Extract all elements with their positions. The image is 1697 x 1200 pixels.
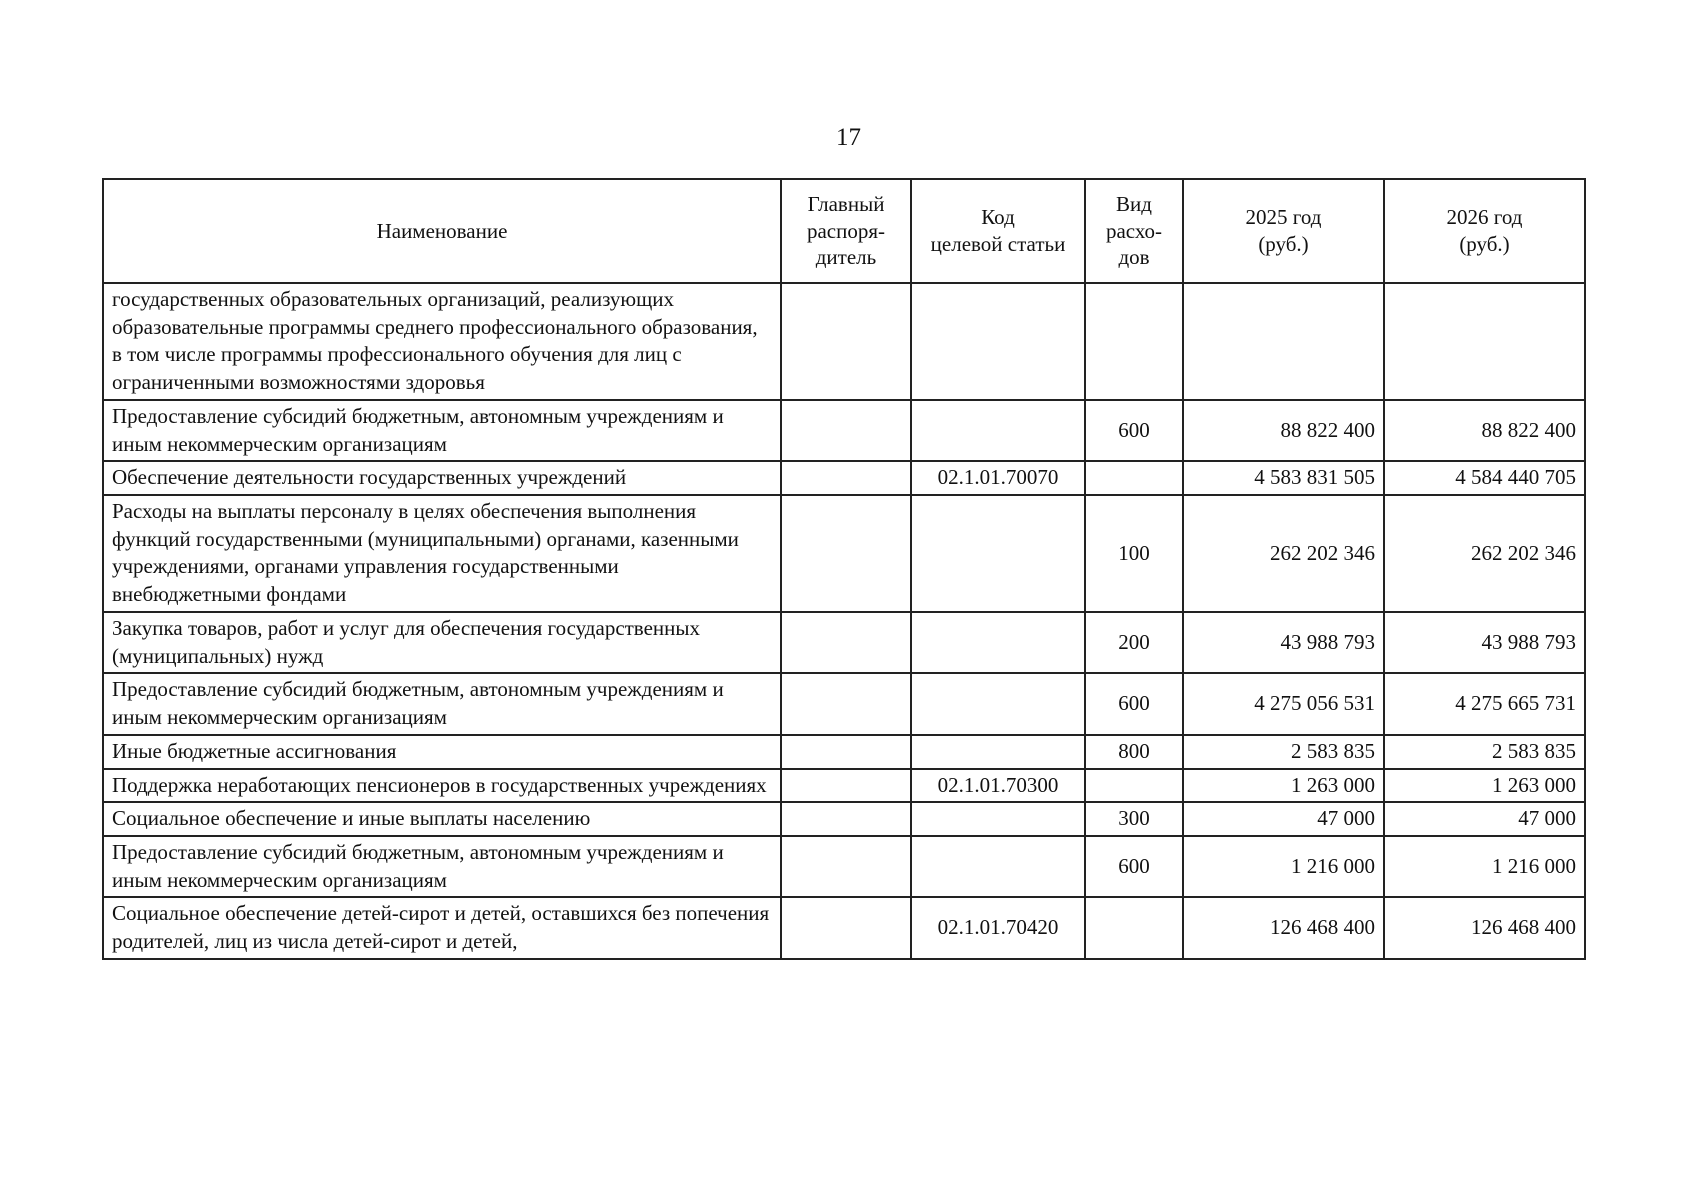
row-name: Обеспечение деятельности государственных учреждений xyxy=(103,461,781,495)
row-type xyxy=(1085,461,1183,495)
table-row xyxy=(103,612,1585,673)
page-number: 17 xyxy=(836,124,861,151)
row-amount-2025: 43 988 793 xyxy=(1183,612,1384,673)
row-amount-2026: 47 000 xyxy=(1384,802,1585,836)
row-amount-2026: 126 468 400 xyxy=(1384,897,1585,958)
table-row xyxy=(103,461,1585,495)
table-row xyxy=(103,673,1585,734)
header-admin xyxy=(781,179,911,283)
row-amount-2026: 2 583 835 xyxy=(1384,735,1585,769)
header-2026 xyxy=(1384,179,1585,283)
header-type-line: Вид xyxy=(1116,191,1152,216)
table-row xyxy=(103,283,1585,400)
row-amount-2025: 1 263 000 xyxy=(1183,769,1384,803)
row-code xyxy=(911,283,1085,400)
row-amount-2026: 4 584 440 705 xyxy=(1384,461,1585,495)
row-admin xyxy=(781,735,911,769)
row-type: 600 xyxy=(1085,673,1183,734)
row-name: Социальное обеспечение и иные выплаты населению xyxy=(103,802,781,836)
row-admin xyxy=(781,400,911,461)
header-2025-line: (руб.) xyxy=(1258,232,1309,256)
row-code: 02.1.01.70420 xyxy=(911,897,1085,958)
row-admin xyxy=(781,769,911,803)
row-code xyxy=(911,673,1085,734)
row-amount-2026: 262 202 346 xyxy=(1384,495,1585,612)
header-2025 xyxy=(1183,179,1384,283)
row-code xyxy=(911,836,1085,897)
row-amount-2025: 262 202 346 xyxy=(1183,495,1384,612)
row-code: 02.1.01.70070 xyxy=(911,461,1085,495)
row-name: Социальное обеспечение детей-сирот и детей, оставшихся без попечения родителей, лиц из числа детей-сирот и детей, xyxy=(103,897,781,958)
row-name: Поддержка неработающих пенсионеров в государственных учреждениях xyxy=(103,769,781,803)
row-type xyxy=(1085,283,1183,400)
table-row xyxy=(103,495,1585,612)
row-code xyxy=(911,735,1085,769)
row-admin xyxy=(781,461,911,495)
row-admin xyxy=(781,612,911,673)
row-type: 600 xyxy=(1085,400,1183,461)
row-code xyxy=(911,802,1085,836)
table-row xyxy=(103,769,1585,803)
header-code-line: целевой статьи xyxy=(930,232,1066,256)
row-amount-2025: 47 000 xyxy=(1183,802,1384,836)
header-admin-line: дитель xyxy=(815,245,877,270)
header-2026-line: 2026 год xyxy=(1446,205,1523,230)
header-name: Наименование xyxy=(103,179,781,283)
row-amount-2025: 126 468 400 xyxy=(1183,897,1384,958)
row-amount-2025: 1 216 000 xyxy=(1183,836,1384,897)
row-name: Предоставление субсидий бюджетным, автономным учреждениям и иным некоммерческим организациям xyxy=(103,836,781,897)
row-amount-2025: 4 275 056 531 xyxy=(1183,673,1384,734)
row-amount-2026 xyxy=(1384,283,1585,400)
row-name: Предоставление субсидий бюджетным, автономным учреждениям и иным некоммерческим организациям xyxy=(103,673,781,734)
row-admin xyxy=(781,495,911,612)
row-code xyxy=(911,612,1085,673)
row-type: 200 xyxy=(1085,612,1183,673)
row-type: 300 xyxy=(1085,802,1183,836)
header-2025-line: 2025 год xyxy=(1245,205,1322,230)
header-admin-line: Главный xyxy=(807,191,885,216)
header-admin-line: распоря- xyxy=(806,218,886,243)
header-type xyxy=(1085,179,1183,283)
row-name: Расходы на выплаты персоналу в целях обеспечения выполнения функций государственными (муниципальными) органами, казенными учреждениями, органами управления государственными внебюджетными фондами xyxy=(103,495,781,612)
row-type xyxy=(1085,769,1183,803)
table-row xyxy=(103,836,1585,897)
row-amount-2026: 1 216 000 xyxy=(1384,836,1585,897)
row-code: 02.1.01.70300 xyxy=(911,769,1085,803)
row-code xyxy=(911,400,1085,461)
row-name: Закупка товаров, работ и услуг для обеспечения государственных (муниципальных) нужд xyxy=(103,612,781,673)
table-row xyxy=(103,400,1585,461)
row-name: Предоставление субсидий бюджетным, автономным учреждениям и иным некоммерческим организациям xyxy=(103,400,781,461)
row-type: 600 xyxy=(1085,836,1183,897)
row-type xyxy=(1085,897,1183,958)
table-header-row xyxy=(103,179,1585,283)
row-admin xyxy=(781,283,911,400)
table-row xyxy=(103,735,1585,769)
header-type-line: расхо- xyxy=(1105,218,1163,243)
row-code xyxy=(911,495,1085,612)
row-amount-2025 xyxy=(1183,283,1384,400)
row-amount-2025: 88 822 400 xyxy=(1183,400,1384,461)
row-amount-2026: 4 275 665 731 xyxy=(1384,673,1585,734)
header-code xyxy=(911,179,1085,283)
row-admin xyxy=(781,802,911,836)
row-admin xyxy=(781,673,911,734)
row-name: Иные бюджетные ассигнования xyxy=(103,735,781,769)
header-2026-line: (руб.) xyxy=(1459,232,1510,256)
row-amount-2025: 2 583 835 xyxy=(1183,735,1384,769)
budget-table xyxy=(102,178,1586,960)
row-amount-2026: 43 988 793 xyxy=(1384,612,1585,673)
row-admin xyxy=(781,836,911,897)
table-row xyxy=(103,897,1585,958)
table-row xyxy=(103,802,1585,836)
row-amount-2026: 1 263 000 xyxy=(1384,769,1585,803)
row-amount-2026: 88 822 400 xyxy=(1384,400,1585,461)
row-type: 100 xyxy=(1085,495,1183,612)
row-admin xyxy=(781,897,911,958)
row-name: государственных образовательных организаций, реализующих образовательные программы среднего профессионального образования, в том числе программы профессионального обучения для лиц с ограниченными возможностями здоровья xyxy=(103,283,781,400)
header-type-line: дов xyxy=(1118,245,1150,270)
row-type: 800 xyxy=(1085,735,1183,769)
row-amount-2025: 4 583 831 505 xyxy=(1183,461,1384,495)
header-code-line: Код xyxy=(981,205,1015,230)
